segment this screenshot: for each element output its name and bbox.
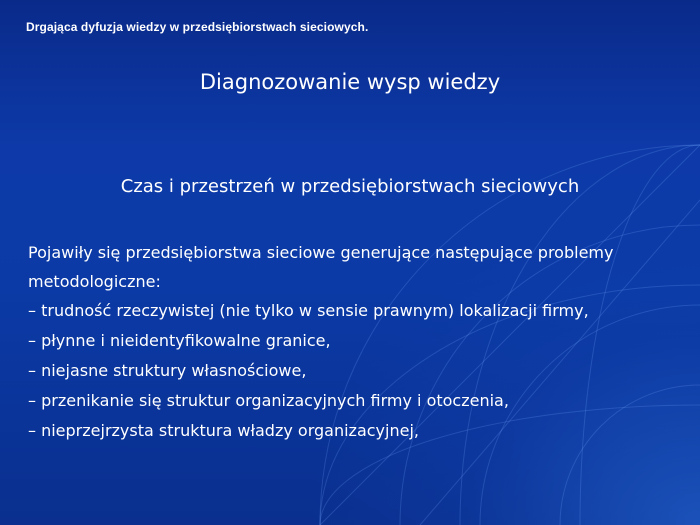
slide-subtitle: Czas i przestrzeń w przedsiębiorstwach sieciowych <box>120 176 580 197</box>
bullet-item: – niejasne struktury własnościowe, <box>28 361 307 380</box>
slide-body <box>28 238 678 446</box>
bullet-item: – nieprzejrzysta struktura władzy organizacyjnej, <box>28 421 419 440</box>
slide-title: Diagnozowanie wysp wiedzy <box>199 70 501 94</box>
slide-header: Drgająca dyfuzja wiedzy w przedsiębiorstwach sieciowych. <box>26 20 369 34</box>
bullet-item: – trudność rzeczywistej (nie tylko w sensie prawnym) lokalizacji firmy, <box>28 301 589 320</box>
bullet-item: – przenikanie się struktur organizacyjnych firmy i otoczenia, <box>28 391 509 410</box>
bullet-item: – płynne i nieidentyfikowalne granice, <box>28 331 331 350</box>
intro-paragraph: Pojawiły się przedsiębiorstwa sieciowe generujące następujące problemy metodologiczne: <box>28 243 614 291</box>
